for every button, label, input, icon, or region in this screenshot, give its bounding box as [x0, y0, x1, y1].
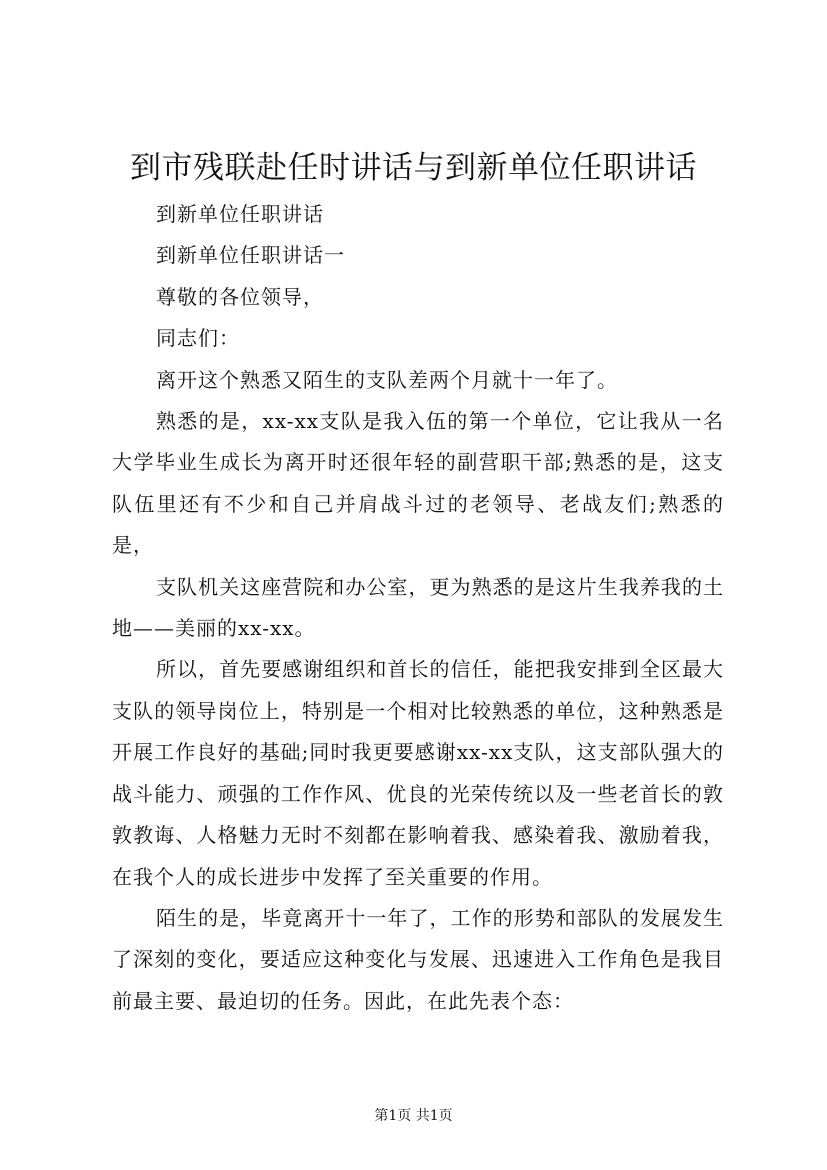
paragraph: 所以，首先要感谢组织和首长的信任，能把我安排到全区最大支队的领导岗位上，特别是一个相对比较熟悉的单位，这种熟悉是开展工作良好的基础;同时我更要感谢xx-xx支队，这支部队强大的战斗能力、顽强的工作作风、优良的光荣传统以及一些老首长的敦敦教诲、人格魅力无时不刻都在影响着我、感染着我、激励着我，在我个人的成长进步中发挥了至关重要的作用。 [112, 657, 724, 889]
paragraph: 到新单位任职讲话 [156, 202, 324, 226]
paragraph: 熟悉的是，xx-xx支队是我入伍的第一个单位，它让我从一名大学毕业生成长为离开时还很年轻的副营职干部;熟悉的是，这支队伍里还有不少和自己并肩战斗过的老领导、老战友们;熟悉的是， [112, 409, 724, 558]
document-title: 到市残联赴任时讲话与到新单位任职讲话 [130, 150, 697, 186]
paragraph: 尊敬的各位领导， [156, 284, 324, 309]
paragraph: 到新单位任职讲话一 [156, 243, 345, 268]
paragraph: 同志们： [156, 326, 240, 351]
paragraph: 支队机关这座营院和办公室，更为熟悉的是这片生我养我的土地——美丽的xx-xx。 [112, 574, 724, 641]
document-body [112, 194, 724, 1022]
page-number-footer: 第1页 共1页 [374, 1108, 453, 1124]
paragraph: 离开这个熟悉又陌生的支队差两个月就十一年了。 [156, 367, 618, 392]
paragraph: 陌生的是，毕竟离开十一年了，工作的形势和部队的发展发生了深刻的变化，要适应这种变化与发展、迅速进入工作角色是我目前最主要、最迫切的任务。因此，在此先表个态： [112, 905, 724, 1013]
